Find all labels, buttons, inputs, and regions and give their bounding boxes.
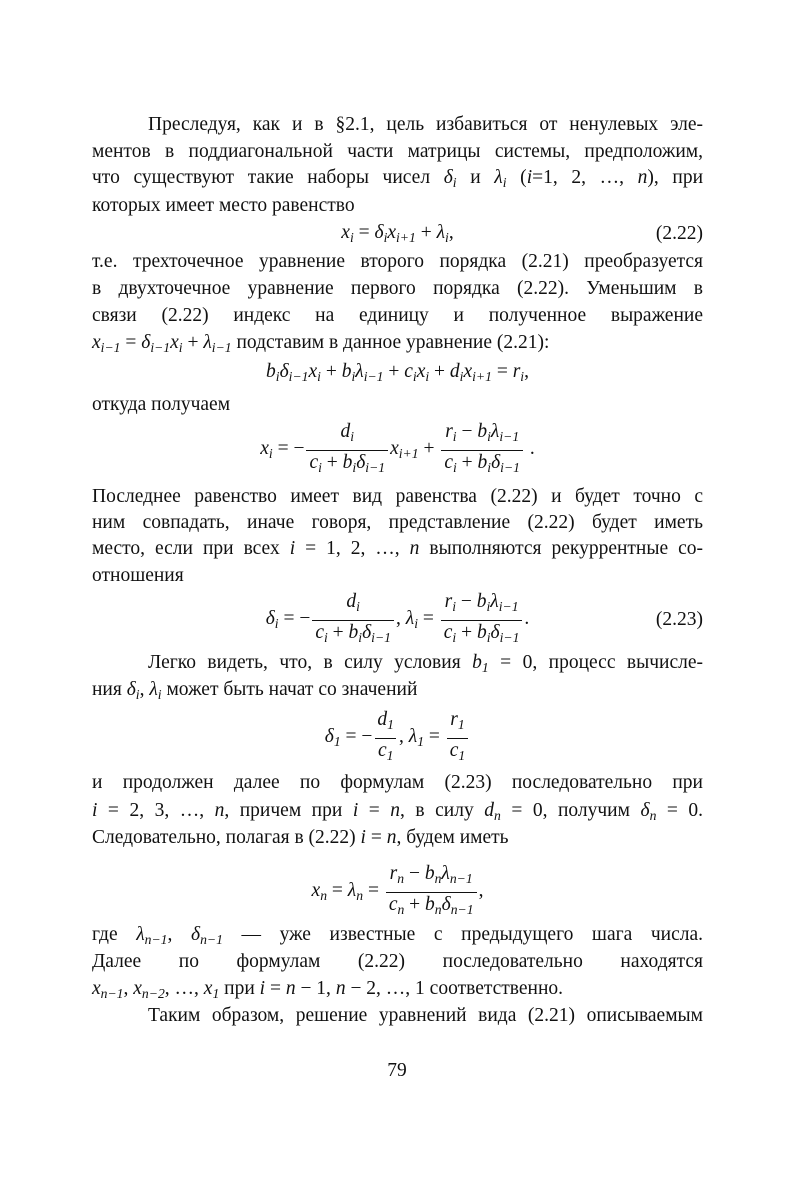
text-line	[92, 770, 703, 796]
text-run: выполняются рекуррентные со-	[419, 538, 704, 559]
text-run: = 0, процесс вычисле-	[488, 652, 704, 673]
numerator	[447, 708, 467, 737]
text-line	[92, 922, 703, 948]
math-symbol: $\delta_i$	[443, 167, 457, 191]
text-line	[92, 798, 703, 824]
text-run: −	[456, 421, 478, 443]
denominator	[386, 892, 477, 922]
text-run: +	[383, 360, 405, 382]
text-run: , будем иметь	[396, 827, 509, 848]
math-symbol: $c_i$	[444, 451, 457, 475]
display-equation	[92, 220, 703, 248]
math-symbol: $\lambda_{i-1}$	[355, 360, 384, 385]
numerator	[374, 708, 397, 737]
math-symbol: $\delta_{i-1}$	[490, 621, 520, 645]
math-symbol: $\delta_{i-1}$	[491, 451, 520, 475]
math-symbol: $r_i$	[444, 591, 456, 615]
text-line	[92, 536, 703, 562]
denominator	[447, 738, 468, 768]
math-symbol: $b_i$	[477, 421, 491, 445]
text-run: −	[455, 591, 477, 613]
text-run: +	[327, 621, 349, 643]
text-run: +	[182, 332, 204, 353]
numerator	[442, 420, 522, 449]
display-equation	[92, 420, 703, 480]
text-run: где	[92, 924, 137, 945]
text-run: +	[418, 438, 440, 460]
text-line	[92, 510, 703, 536]
math-symbol: $b_n$	[425, 893, 442, 917]
fraction	[386, 862, 477, 921]
text-run: =	[120, 332, 142, 353]
text-run: ,	[123, 978, 134, 999]
text-line	[92, 677, 703, 703]
math-symbol: $b_i$	[476, 621, 491, 645]
text-line	[92, 949, 703, 975]
text-line	[92, 1003, 703, 1029]
text-run: ,	[167, 924, 191, 945]
text-run: +	[404, 893, 426, 915]
text-run: которых имеет место равенство	[92, 195, 355, 216]
text-line	[92, 139, 703, 165]
text-run: =	[365, 827, 387, 848]
math-symbol: $c_i$	[443, 621, 457, 645]
text-run: Преследуя, как и в §2.1, цель избавиться от ненулевых эле-	[148, 114, 703, 135]
text-run: Таким образом, решение уравнений вида (2.21) описываемым	[148, 1005, 703, 1026]
math-symbol: $x_{i+1}$	[390, 438, 419, 462]
math-symbol: $\lambda_i$	[436, 221, 449, 246]
text-run: Далее по формулам (2.22) последовательно находятся	[92, 951, 703, 972]
fraction	[447, 708, 468, 767]
math-symbol: $\lambda_1$	[408, 726, 425, 750]
math-symbol: $x_1$	[203, 978, 220, 1002]
math-symbol: $\delta_{i-1}$	[356, 451, 386, 475]
text-run: =	[353, 221, 375, 243]
equation-body	[260, 420, 535, 479]
fraction	[441, 590, 523, 649]
equation-number: (2.22)	[655, 223, 703, 244]
text-run: = −	[340, 726, 373, 748]
text-run: связи (2.22) индекс на единицу и полученное выражение	[92, 305, 703, 326]
text-line	[92, 165, 703, 191]
denominator	[312, 620, 394, 650]
math-symbol: i	[360, 827, 366, 848]
math-symbol: $\delta_i$	[374, 221, 388, 246]
math-symbol: $\lambda_i$	[405, 608, 418, 632]
math-symbol: i	[526, 167, 533, 188]
math-symbol: $r_i$	[512, 360, 525, 385]
equation-body	[325, 708, 471, 767]
display-equation	[92, 359, 703, 387]
math-symbol: i	[289, 538, 296, 559]
numerator	[343, 590, 363, 619]
text-run: ,	[396, 608, 406, 630]
text-run: .	[524, 608, 530, 630]
numerator	[338, 420, 358, 449]
text-line	[92, 650, 703, 676]
math-symbol: $\delta_{n-1}$	[441, 893, 474, 917]
text-run: = 0.	[656, 800, 704, 821]
math-symbol: i	[259, 978, 266, 999]
text-run: = 1, 2, …,	[295, 538, 410, 559]
text-run: =	[265, 978, 286, 999]
text-run: =	[424, 726, 445, 748]
text-run: +	[415, 221, 437, 243]
text-run: Легко видеть, что, в силу условия	[148, 652, 473, 673]
text-run: ,	[448, 221, 454, 243]
text-run: =	[363, 880, 384, 902]
math-symbol: $b_i$	[266, 360, 280, 385]
text-run: ,	[398, 726, 409, 748]
math-symbol: $x_{n-1}$	[92, 978, 124, 1002]
text-line	[92, 392, 703, 418]
text-run: ния	[92, 679, 127, 700]
math-symbol: $x_n$	[311, 880, 328, 904]
math-symbol: $d_i$	[449, 360, 464, 385]
page-number: 79	[387, 1060, 407, 1081]
text-run: − 2, …, 1 соответственно.	[345, 978, 564, 999]
math-symbol: $r_i$	[445, 421, 457, 445]
text-run: − 1,	[295, 978, 336, 999]
math-symbol: $d_i$	[346, 591, 360, 615]
text-run: ,	[478, 880, 484, 902]
math-symbol: $b_i$	[476, 591, 491, 615]
math-symbol: $\delta_1$	[324, 726, 341, 750]
math-symbol: $x_i$	[341, 221, 354, 246]
text-run: +	[429, 360, 450, 382]
display-equation	[92, 708, 703, 768]
text-run: +	[321, 451, 343, 473]
text-run: подставим в данное уравнение (2.21):	[231, 332, 550, 353]
math-symbol: $c_i$	[315, 621, 328, 645]
math-symbol: $b_i$	[477, 451, 492, 475]
text-run: Следовательно, полагая в (2.22)	[92, 827, 361, 848]
text-run: +	[320, 360, 342, 382]
numerator	[442, 590, 522, 619]
text-run: Последнее равенство имеет вид равенства (2.22) и будет точно с	[92, 486, 703, 507]
math-symbol: $x_{i+1}$	[463, 360, 492, 385]
math-symbol: $\delta_{n-1}$	[190, 924, 223, 948]
math-symbol: $c_i$	[309, 451, 322, 475]
math-symbol: n	[214, 800, 225, 821]
text-run: ментов в поддиагональной части матрицы системы, предположим,	[92, 141, 703, 162]
text-run: место, если при всех	[92, 538, 290, 559]
math-symbol: $x_{n-2}$	[133, 978, 165, 1002]
denominator	[441, 620, 523, 650]
math-symbol: i	[352, 800, 359, 821]
numerator	[387, 862, 476, 891]
text-run: .	[525, 438, 535, 460]
math-symbol: n	[637, 167, 648, 188]
math-symbol: n	[409, 538, 420, 559]
fraction	[312, 590, 394, 649]
math-symbol: $\delta_n$	[640, 800, 657, 824]
math-symbol: $r_1$	[450, 709, 465, 733]
display-equation	[92, 862, 703, 922]
text-line	[92, 249, 703, 275]
text-line	[92, 276, 703, 302]
text-run: т.е. трехточечное уравнение второго порядка (2.21) преобразуется	[92, 251, 703, 272]
math-symbol: $d_n$	[484, 800, 501, 824]
math-symbol: $x_i$	[170, 332, 183, 356]
equation-body	[312, 862, 484, 921]
text-run: что существуют такие наборы чисел	[92, 167, 444, 188]
math-symbol: $b_n$	[424, 863, 442, 887]
text-run: , …,	[164, 978, 204, 999]
math-symbol: $\lambda_i$	[494, 167, 507, 191]
text-run: — уже известные с предыдущего шага числа.	[222, 924, 704, 945]
math-symbol: n	[335, 978, 346, 999]
text-run: , в силу	[400, 800, 485, 821]
text-line	[92, 484, 703, 510]
text-run: +	[456, 621, 477, 643]
text-run: ,	[524, 360, 529, 382]
math-symbol: i	[92, 800, 98, 821]
display-equation	[92, 590, 703, 650]
math-symbol: $r_n$	[389, 863, 405, 887]
math-symbol: $\lambda_{n-1}$	[441, 863, 473, 887]
math-symbol: $d_i$	[340, 421, 355, 445]
math-symbol: $c_i$	[404, 360, 417, 385]
text-run: =1, 2, …,	[532, 167, 638, 188]
fraction	[306, 420, 388, 479]
math-symbol: $c_1$	[449, 739, 466, 763]
text-run: при	[219, 978, 260, 999]
math-symbol: $\lambda_n$	[347, 880, 364, 904]
denominator	[441, 450, 523, 480]
text-run: может быть начат со значений	[161, 679, 418, 700]
text-run: = 0, получим	[500, 800, 641, 821]
math-symbol: $x_{i-1}$	[92, 332, 121, 356]
text-run: =	[327, 880, 348, 902]
text-run: (	[506, 167, 527, 188]
text-run: = −	[278, 608, 311, 630]
math-symbol: $\delta_{i-1}$	[141, 332, 171, 356]
math-symbol: $c_n$	[388, 893, 405, 917]
equation-body	[266, 361, 529, 385]
text-line	[92, 976, 703, 1002]
text-line	[92, 303, 703, 329]
text-run: и	[456, 167, 495, 188]
math-symbol: n	[390, 800, 401, 821]
denominator	[306, 450, 388, 480]
text-run: отношения	[92, 565, 184, 586]
math-symbol: $\delta_{i-1}$	[279, 360, 309, 385]
text-run: =	[418, 608, 439, 630]
text-line	[92, 563, 703, 589]
math-symbol: $b_1$	[472, 652, 489, 676]
math-symbol: n	[285, 978, 296, 999]
text-line	[92, 825, 703, 851]
fraction	[374, 708, 397, 767]
text-run: ,	[139, 679, 150, 700]
math-symbol: $\lambda_{i-1}$	[203, 332, 232, 356]
text-run: = −	[272, 438, 305, 460]
fraction	[441, 420, 523, 479]
math-symbol: $b_i$	[341, 360, 356, 385]
denominator	[375, 738, 396, 768]
text-run: −	[404, 863, 425, 885]
text-run: откуда получаем	[92, 394, 231, 415]
text-run: +	[456, 451, 478, 473]
math-symbol: $c_1$	[377, 739, 394, 763]
math-symbol: $b_i$	[342, 451, 357, 475]
text-line	[92, 193, 703, 219]
text-run: =	[491, 360, 513, 382]
equation-body	[266, 590, 530, 649]
math-symbol: $\lambda_{i-1}$	[490, 421, 520, 445]
math-symbol: $\delta_i$	[265, 608, 279, 632]
math-symbol: $\lambda_{n-1}$	[136, 924, 168, 948]
math-symbol: $x_i$	[260, 438, 273, 462]
math-symbol: $\delta_i$	[126, 679, 140, 703]
math-symbol: n	[386, 827, 397, 848]
text-run: ), при	[647, 167, 704, 188]
text-run: в двухточечное уравнение первого порядка (2.22). Уменьшим в	[92, 278, 703, 299]
math-symbol: $x_i$	[308, 360, 321, 385]
math-symbol: $x_{i+1}$	[387, 221, 416, 246]
text-run: = 2, 3, …,	[97, 800, 215, 821]
text-run: ним совпадать, иначе говоря, представление (2.22) будет иметь	[92, 512, 703, 533]
math-symbol: $x_i$	[416, 360, 430, 385]
math-symbol: $d_1$	[377, 709, 394, 733]
equation-body	[341, 222, 453, 246]
math-symbol: $\lambda_i$	[149, 679, 162, 703]
text-line	[92, 330, 703, 356]
text-run: , причем при	[224, 800, 353, 821]
math-symbol: $\lambda_{i-1}$	[490, 591, 519, 615]
math-symbol: $\delta_{i-1}$	[362, 621, 391, 645]
equation-number: (2.23)	[655, 609, 703, 630]
text-run: =	[358, 800, 391, 821]
text-run: и продолжен далее по формулам (2.23) последовательно при	[92, 772, 703, 793]
text-line	[92, 112, 703, 138]
math-symbol: $b_i$	[348, 621, 363, 645]
